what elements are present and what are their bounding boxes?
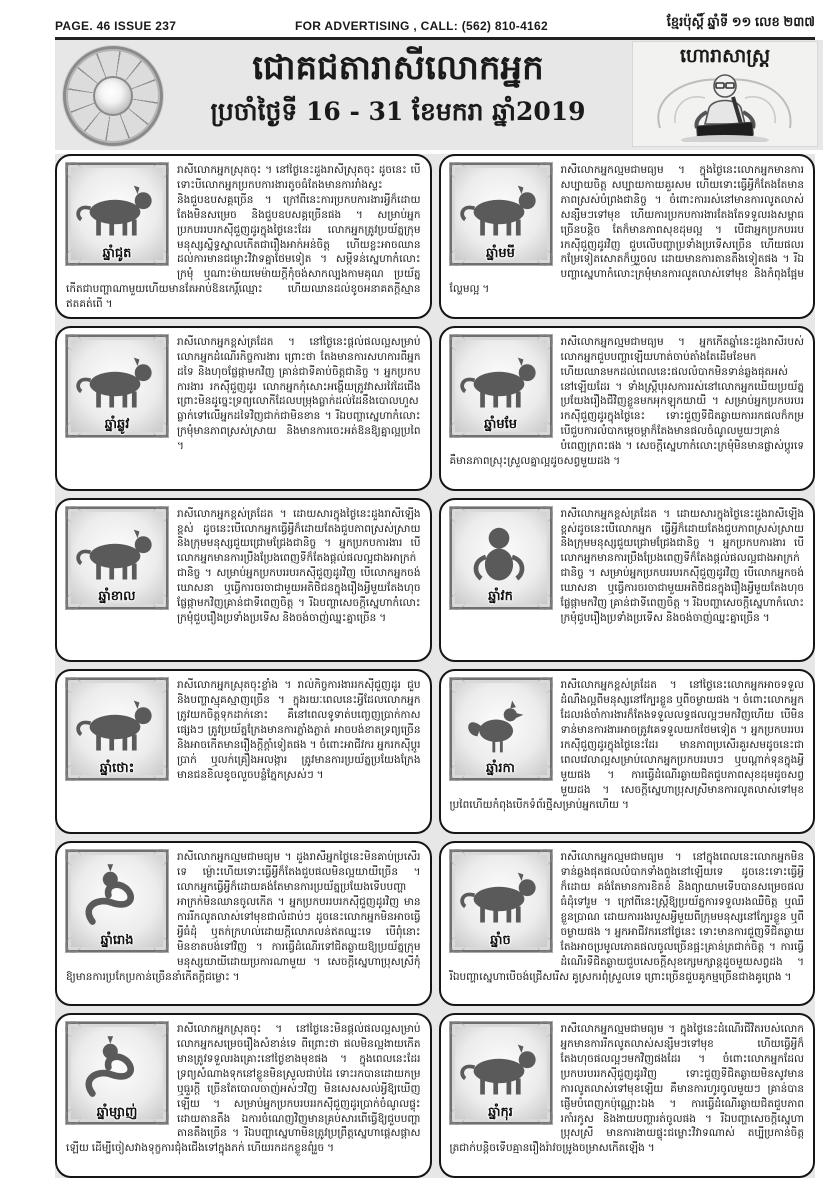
astrologer-figure: [645, 68, 805, 142]
frame-ornament: [537, 162, 553, 178]
edition-info: ខ្មែរប៉ុស្តិ៍ ឆ្នាំទី ១១ លេខ ២៣៧: [666, 14, 815, 29]
dragon-image: [66, 850, 168, 952]
horoscope-text: រាសីលោកអ្នកស្រុតចុះខ្លាំង ។ រាល់កិច្ចការងាររកស៊ីជួញដូរ ជួបនិងបញ្ហាស្មុគស្មាញច្រើន ។ ក្នុងរយៈពេលនេះអ្វីដែលលោកអ្នកត្រូវយកចិត្តទុកដាក់នោះ គឺនៅពេលទូទាត់បញ្ចេញប្រាក់កាសផ្សេងៗ ត្រូវប្រយ័ត្នក្រែងមានការភ្លាំងភ្លាត់ អាចបង់ខាតទ្រព្យច្រើន និងអាចកើតមានរឿងក្តីក្តាំទៀតផង ។ ចំពោះអាជីវករ អ្នករកស៊ីប្តូរប្រាក់ ឬលក់គ្រឿងអលង្ការ ត្រូវមានការប្រយ័ត្នប្រយែងក្រែងមានជនខិលខូចលួចបន្លំភ្នែកស្រស់ៗ ។: [177, 679, 421, 781]
frame-ornament: [153, 937, 169, 953]
frame-ornament: [537, 334, 553, 350]
frame-ornament: [153, 677, 169, 693]
horoscope-grid: [55, 154, 815, 1178]
zodiac-year-label: ឆ្នាំថោះ: [99, 760, 135, 776]
frame-ornament: [449, 765, 465, 781]
frame-ornament: [449, 162, 465, 178]
ox-image: [66, 335, 168, 437]
horoscope-text: រាសីលោកអ្នកល្មមជាមធ្យម ។ ក្នុងថ្ងៃនេះលោកអ្នកមានការសប្បាយចិត្ត សប្បាយកាយគួរសម ហើយទោះធ្វើអ្វីក៏តែងតែមានភាពស្រស់បំព្រងជានិច្ច ។ ចំពោះការរស់នៅមានការលូតលាស់សន្សឹមៗទៅមុខ ហើយការប្រកបការងារតែងតែទទួលរងសម្ពាធច្រើនបន្តិច តែក៏មានភាពសុខដុមល្អ ។ បើជាអ្នកប្រកបររបរកស៊ីជួញដូរវិញ ជួបលើបញ្ហាប្រទាំងប្រទើសច្រើន ហើយផលរកម្រែទៀតសោតក៏ឬរួចល ដោយមានការតានតឹងទៀតផង ។ រីឯបញ្ហាស្នេហាកំលោះក្រមុំមានការលូតលាស់ទៅមុខ និងកំពុងផ្អែមល្ហែមល្អ ។: [449, 164, 804, 296]
frame-ornament: [537, 250, 553, 266]
monkey-image: [450, 507, 552, 609]
horoscope-card-rat: [55, 154, 432, 319]
frame-ornament: [449, 849, 465, 865]
horoscope-card-snake: [55, 1013, 432, 1178]
horoscope-text: រាសីលោកអ្នកខ្ពស់ត្រដែត ។ នៅថ្ងៃនេះលោកអ្នកអាចទទួលដំណឹងល្អពីមនុស្សនៅក្បែរខ្លួន ឬពីចម្ងាយផង ។ ចំពោះលោកអ្នកដែលរង់ចាំការងារក៏តែងទទួលលទ្ធផលល្អៗមកវិញហើយ បើមិនទាន់មានការងារអាចត្រូវគេទទួលយកថែមទៀត ។ អ្នកប្រកបររបររកស៊ីជួញដូរក្នុងថ្ងៃនេះដែរ មានភាពប្រសើរគួរសមដូចនេះជាពេលវេលាល្អសម្រាប់លោកអ្នកប្រកបររបរៗ ឬបណ្តាក់ទុនក្នុងអ្វីមួយផង ។ ការធ្វើដំណើរឆ្ងាយជិតជួបភាពសុខដុមដូចសព្វមួយដង ។ សេចក្តីស្នេហាប្រុសស្រីមានការលូតលាស់ទៅមុខប្រពៃហើយកំពុងបើកទំព័រថ្មីសម្រាប់អ្នកហើយ ។: [449, 679, 804, 811]
horoscope-card-pig: [439, 1013, 816, 1178]
zodiac-year-label: ឆ្នាំវក: [488, 588, 513, 604]
frame-ornament: [153, 422, 169, 438]
horoscope-card-rabbit: [55, 669, 432, 834]
zodiac-year-label: ឆ្នាំកុរ: [488, 1103, 513, 1119]
frame-ornament: [537, 1109, 553, 1125]
frame-ornament: [449, 506, 465, 522]
zodiac-year-label: ឆ្នាំច: [490, 931, 511, 947]
goat-image: [450, 335, 552, 437]
frame-ornament: [537, 1021, 553, 1037]
frame-ornament: [449, 250, 465, 266]
rat-image: [66, 163, 168, 265]
horoscope-header: [55, 40, 823, 150]
masthead: [55, 14, 815, 40]
horoscope-text: រាសីលោកអ្នកល្មមជាមធ្យម ។ ក្នុងថ្ងៃនេះដំណើរជីវិតរបស់លោកអ្នកមានការរីកលូតលាស់សន្សឹមៗទៅមុខ ហើយធ្វើអ្វីក៏តែងហុចផលល្អៗមកវិញផងដែរ ។ ចំពោះលោកអ្នកដែលប្រកបរបររកស៊ីជួញដូរវិញ ទោះជួញទីជិតឆ្ងាយមិនសូវមានការលូតលាស់ទៅមុខឡើយ គឺមានការហូរចូលមួយៗ គ្រាន់បានផ្ញើមបំពេញកប៉ុណ្ណោះឯង ។ ការធ្វើដំណើរឆ្ងាយជិតជួបភាពរកាំរកូស និងងាយបញ្ហារត់ចូលផង ។ រីឯបញ្ហាសេចក្តីស្នេហាប្រុសស្រី មានការងាយផ្ទុះជម្លោះវិវាទណាស់ តប្បីប្រកាន់ចិត្តត្រជាក់បន្តិចទើបគ្មានរឿងរ៉ាវចម្រូងចម្រាសកើតឡើង ។: [449, 1023, 804, 1155]
horoscope-text: រាសីលោកអ្នកស្រុតចុះ ។ នៅថ្ងៃនេះមិនផ្តល់ផលល្អសម្រាប់លោកអ្នកសម្រេចរឿងសំខាន់ទេ ពីព្រោះថា ផលមិនល្អងាយកើតមានត្រូវទទួលរងគ្រោះនៅថ្ងៃខាងមុខផង ។ ក្នុងពេលនេះដែរទ្រព្យសំណាងទុកនៅខ្លួនមិនស្រួលជាប់ដៃ ទោះរកបានដោយកម្រ ឬធួរក្តី ច្រើនតែបោលចាញ់អស់ៗវិញ មិនសេសសល់អ្វីឱ្យឃើញឡើយ ។ សម្រាប់អ្នកប្រកបរបររកស៊ីជួញដូរប្រាក់ចំណូលផ្ទុះដោយតានតឹង ឯការចំណេញវិញមានគ្រប់សារពើធ្វើឱ្យជួបបញ្ហាតានតឹងច្រើន ។ រីឯបញ្ហាស្នេហាមិនត្រូវប្រព្រឹត្តស្នេហាផ្តេសផ្តាសឡើយ ដើម្បីចៀសវាងទុក្ខការជុំងជើងទៅក្នុងភក់ ហើយរកដកខ្លួនពុំរួច ។: [66, 1023, 421, 1155]
horoscope-card-monkey: [439, 498, 816, 663]
snake-image: [66, 1022, 168, 1124]
horoscope-card-tiger: [55, 498, 432, 663]
frame-ornament: [449, 422, 465, 438]
horoscope-card-dog: [439, 841, 816, 1006]
zodiac-wheel-image: [63, 46, 163, 146]
frame-ornament: [65, 250, 81, 266]
frame-ornament: [449, 937, 465, 953]
dog-image: [450, 850, 552, 952]
frame-ornament: [153, 849, 169, 865]
frame-ornament: [65, 162, 81, 178]
frame-ornament: [537, 422, 553, 438]
horoscope-card-ox: [55, 326, 432, 491]
frame-ornament: [449, 334, 465, 350]
frame-ornament: [65, 506, 81, 522]
frame-ornament: [65, 334, 81, 350]
horoscope-card-goat: [439, 326, 816, 491]
advertising-contact: FOR ADVERTISING , CALL: (562) 810-4162: [294, 19, 548, 33]
astrologer-illustration: [633, 42, 817, 146]
header-titles: [173, 44, 623, 132]
tiger-image: [66, 507, 168, 609]
horoscope-text: រាសីលោកអ្នកល្មមជាមធ្យម ។ នៅក្នុងពេលនេះលោកអ្នកមិនទាន់ឆ្លងផុតផលលំបាកទាំងពួងនៅឡើយទេ ដូចនេះទោះធ្វើអ្វីក៏ដោយ គង់តែមានការខិតខំ និងព្យាយាមទើបបានសម្រេចផលធំដុំទៅរួម ។ ក្រៅពីនេះស្ត្រីឱ្យប្រយ័ត្នការទទួលរងឈឺចិត្ត ឬឈឺខ្លួនប្រាណ ដោយការរងរបួសអ្វីមួយពីក្រុមមនុស្សនៅក្បែរខ្លួន ឬពីចម្ងាយផង ។ អ្នកអាជីវករនៅថ្ងៃនេះ ទោះមានការជួញទីជិតឆ្ងាយ តែងអាចប្រមូលភោគផលចូលច្រើនផ្អះគ្រាន់ត្រជាក់ចិត្ត ។ ការធ្វើដំណើរទីជិតឆ្ងាយជួបសេចក្តីសុខក្សេមក្សាន្តដូចមួយសព្វដង ។ រីឯបញ្ហាស្នេហាបើចង់ជ្រើសរើស គូស្រករពុំស្រួលទេ ព្រោះច្រើនជួបគូកម្មច្រើនជាងគូព្រេង ។: [449, 851, 804, 983]
frame-ornament: [153, 334, 169, 350]
horoscope-column-left: [55, 154, 432, 1178]
zodiac-year-label: ឆ្នាំរកា: [486, 760, 515, 776]
frame-ornament: [537, 849, 553, 865]
frame-ornament: [153, 1109, 169, 1125]
zodiac-year-label: ឆ្នាំមមែ: [483, 416, 518, 432]
frame-ornament: [153, 162, 169, 178]
horoscope-card-dragon: [55, 841, 432, 1006]
horoscope-column-right: [439, 154, 816, 1178]
page-issue-info: PAGE. 46 ISSUE 237: [55, 19, 177, 33]
frame-ornament: [153, 506, 169, 522]
frame-ornament: [449, 677, 465, 693]
zodiac-year-label: ឆ្នាំរោង: [100, 931, 134, 947]
zodiac-year-label: ឆ្នាំមមី: [486, 244, 515, 260]
frame-ornament: [65, 765, 81, 781]
frame-ornament: [537, 937, 553, 953]
zodiac-year-label: ឆ្នាំខាល: [98, 588, 136, 604]
zodiac-year-label: ឆ្នាំជូត: [102, 244, 132, 260]
frame-ornament: [153, 765, 169, 781]
frame-ornament: [65, 594, 81, 610]
pig-image: [450, 1022, 552, 1124]
horoscope-text: រាសីលោកអ្នកល្មមជាមធ្យម ។ ដួងរាសីអ្នកថ្ងៃនេះមិនគាប់ប្រសើរទេ ម្ល៉ោះហើយទោះធ្វើអ្វីក៏តែងជួបផលមិនល្អយាយីច្រើន ។ លោកអ្នកធ្វើអ្វីក៏ដោយគង់តែមានការប្រយ័ត្នប្រយែងទើបបញ្ហាអាក្រក់មិនឈានចូលកើត ។ អ្នកប្រកបររបរកស៊ីជួញដូរវិញ មានការរីកលូតលាស់ទៅមុខជាលំដាប់ៗ ដូចនេះលោកអ្នកមិនអាចធ្វើអ្វីធំដុំ ឬតក់ក្រហល់ដោយក្តីលោភលន់ឥតឈ្នះទេ បើពុំនោះមិនខាតបង់ទៅវិញ ។ ការធ្វើដំណើរទៅជិតឆ្ងាយឱ្យប្រយ័ត្នក្រុមមនុស្សយាយីដោយប្រការណាមួយ ។ សេចក្តីស្នេហាប្រុសស្រីកុំឱ្យមានការប្រកែប្រកាន់ច្រើននាំកើតក្តីជម្លោះ ។: [66, 851, 421, 983]
horoscope-text: រាសីលោកអ្នកស្រុតចុះ ។ នៅថ្ងៃនេះដួងរាសីស្រុតចុះ ដូចនេះ បើទោះបីលោកអ្នកប្រកបការងារតូចធំតែងមានការរាំងស្ទះ និងជួបឧបសគ្គច្រើន ។ ក្រៅពីនេះការប្រកបការងារអ្វីក៏ដោយ តែងមិនសម្រេច និងជួបឧបសគ្គច្រើនផង ។ សម្រាប់អ្នកប្រកបររបរកស៊ីជួញដូរក្នុងថ្ងៃនេះដែរ លោកអ្នកត្រូវប្រយ័ត្នក្រុមមនុស្សស្និទ្ធស្នាលកើតជារឿងអាក់អន់ចិត្ត ហើយខ្លះអាចឈានដល់ការមានជម្លោះវិវាទគ្នាថែមទៀត ។ សម្តីទន់ស្នេហាកំលោះក្រមុំ ឬណាះម៉ាយមេម៉ាយក្តីកុំចង់សាកល្បងកាមគុណ ប្រយ័ត្នកើតជាបញ្ហាណាមួយហើយមានតែអាប់ឱនកេរ្តិ៍ឈ្មោះ ហើយឈានដល់ខូចអនាគតក្តីស្មានឥតគត់ពើ ។: [66, 164, 421, 311]
frame-ornament: [449, 1109, 465, 1125]
zodiac-year-label: ឆ្នាំឆ្លូវ: [104, 416, 130, 432]
frame-ornament: [153, 594, 169, 610]
astrology-label: ហោរាសាស្ត្រ: [679, 45, 771, 67]
frame-ornament: [449, 594, 465, 610]
page-subtitle: ប្រចាំថ្ងៃទី 16 - 31 ខែមករា ឆ្នាំ2019: [210, 97, 586, 126]
frame-ornament: [537, 506, 553, 522]
horoscope-text: រាសីលោកអ្នកខ្ពស់ត្រដែត ។ ដោយសារក្នុងថ្ងៃនេះដួងរាសីឡើងខ្ពស់ ដូចនេះបើលោកអ្នកធ្វើអ្វីក៏ដោយតែងជួបភាពស្រស់ស្រាយ និងក្រុមមនុស្សជួយជ្រោមជ្រែងជានិច្ច ។ អ្នកប្រកបការងារ បើលោកអ្នកមានការប្រឹងប្រែងពេញទីក៏តែងផ្តល់ផលល្អជាងអាក្រក់ជានិច្ច ។ សម្រាប់អ្នកប្រកបររបរកស៊ីជួញដូរវិញ បើលោកអ្នកចង់ឃោសនា ឬធ្វើការចរចាជាមួយអតិថិជនក្នុងរឿងអ្វីមួយតែងហុចផ្លែផ្កាមកវិញគ្រាន់ជាទីពេញចិត្ត ។ រីឯបញ្ហាសេចក្តីស្នេហាកំលោះក្រមុំជួបរឿងប្រទាំងប្រទើស និងចង់ចាញ់ឈ្នះគ្នាច្រើន ។: [177, 507, 421, 624]
horoscope-text: រាសីលោកអ្នកខ្ពស់ត្រដែត ។ នៅថ្ងៃនេះផ្តល់ផលល្អសម្រាប់លោកអ្នកដំណើរកិច្ចការងារ ព្រោះថា តែងមានការសហការពីអ្នកដទៃ និងហុចផ្លែផ្កាមកវិញ គ្រាន់ជាទីគាប់ចិត្តជានិច្ច ។ អ្នកប្រកបការងារ រកស៊ីជួញដូរ លោកអ្នកកុំសោះអង្ហើយត្រូវវាសរវៃដៃជើង ព្រោះមិនដូច្នេះទ្រព្យលោកីដែលបម្រុងធ្លាក់ដល់ដៃនឹងបោលហួសធ្លាក់ទៅលើអ្នកដទៃវិញជាក់ជាមិនខាន ។ រីឯបញ្ហាស្នេហាកំលោះក្រមុំមានភាពស្រស់ស្រាយ និងមានការចេះអត់ឱនឱ្យគ្នាល្អប្រពៃ ។: [177, 335, 421, 453]
frame-ornament: [65, 1109, 81, 1125]
frame-ornament: [537, 677, 553, 693]
horoscope-card-rooster: [439, 669, 816, 834]
zodiac-wheel-hub: [93, 76, 133, 116]
horse-image: [450, 163, 552, 265]
frame-ornament: [65, 937, 81, 953]
frame-ornament: [537, 594, 553, 610]
frame-ornament: [537, 765, 553, 781]
frame-ornament: [65, 422, 81, 438]
page-title: ជោគជតារាសីលោកអ្នក: [252, 48, 544, 88]
horoscope-card-horse: [439, 154, 816, 319]
horoscope-text: រាសីលោកអ្នកខ្ពស់ត្រដែត ។ ដោយសារក្នុងថ្ងៃនេះដួងរាសីឡើងខ្ពស់ដូចនេះបើលោកអ្នក ធ្វើអ្វីក៏ដោយតែងជួបភាពស្រស់ស្រាយ និងក្រុមមនុស្សជួយជ្រោមជ្រែងជានិច្ច ។ អ្នកប្រកបការងារ បើលោកអ្នកមានការប្រឹងប្រែងពេញទីក៏តែងផ្តល់ផលល្អជាងអាក្រក់ជានិច្ច ។ សម្រាប់អ្នកប្រកបររបរកស៊ីជួញដូរវិញ បើលោកអ្នកចង់ឃោសនា ឬធ្វើការចរចាជាមួយអតិថិជនក្នុងរឿងអ្វីមួយតែងហុចផ្លែផ្កាមកវិញ គ្រាន់ជាទីពេញចិត្ត ។ រីឯបញ្ហាសេចក្តីស្នេហាកំលោះក្រមុំជួបរឿងប្រទាំងប្រទើស និងចង់ចាញ់ឈ្នះគ្នាច្រើន ។: [560, 507, 804, 624]
rabbit-image: [66, 678, 168, 780]
frame-ornament: [153, 1021, 169, 1037]
frame-ornament: [449, 1021, 465, 1037]
frame-ornament: [153, 250, 169, 266]
zodiac-year-label: ឆ្នាំម្សាញ់: [96, 1103, 138, 1119]
horoscope-text: រាសីលោកអ្នកល្មមជាមធ្យម ។ អ្នកកើតឆ្នាំនេះដួងរាសីរបស់លោកអ្នកជួបបញ្ហាឡើយហាត់ចាប់តាំងតែដើមខែមក ហើយឈានមកដល់ពេលនេះផលលំបាកមិនទាន់ឆ្លងផុតអស់នៅឡើយដែរ ។ ទាំងស្ត្រីបុរសការរស់នៅលោកអ្នកឃើយប្រយ័ត្នប្រយែងរឿងជីវិញខ្លួនមកអុកឡុកយាយី ។ សម្រាប់អ្នកប្រកបរបររកស៊ីជួញដូរក្នុងថ្ងៃនេះ ទោះជួញទីជិតឆ្ងាយការរកផលក៏កម្រ បើជួបការលំបាកម្តេចម្តាក៏តែងមានផលចំណូលមួយៗគ្រាន់បំពេញក្រពះផង ។ សេចក្តីស្នេហាកំលោះក្រមុំមិនមានផ្លាស់ប្តូរទេ គឺមានភាពស្រុះស្រួលគ្នាល្អដូចសព្វមួយដង ។: [449, 335, 804, 468]
rooster-image: [450, 678, 552, 780]
